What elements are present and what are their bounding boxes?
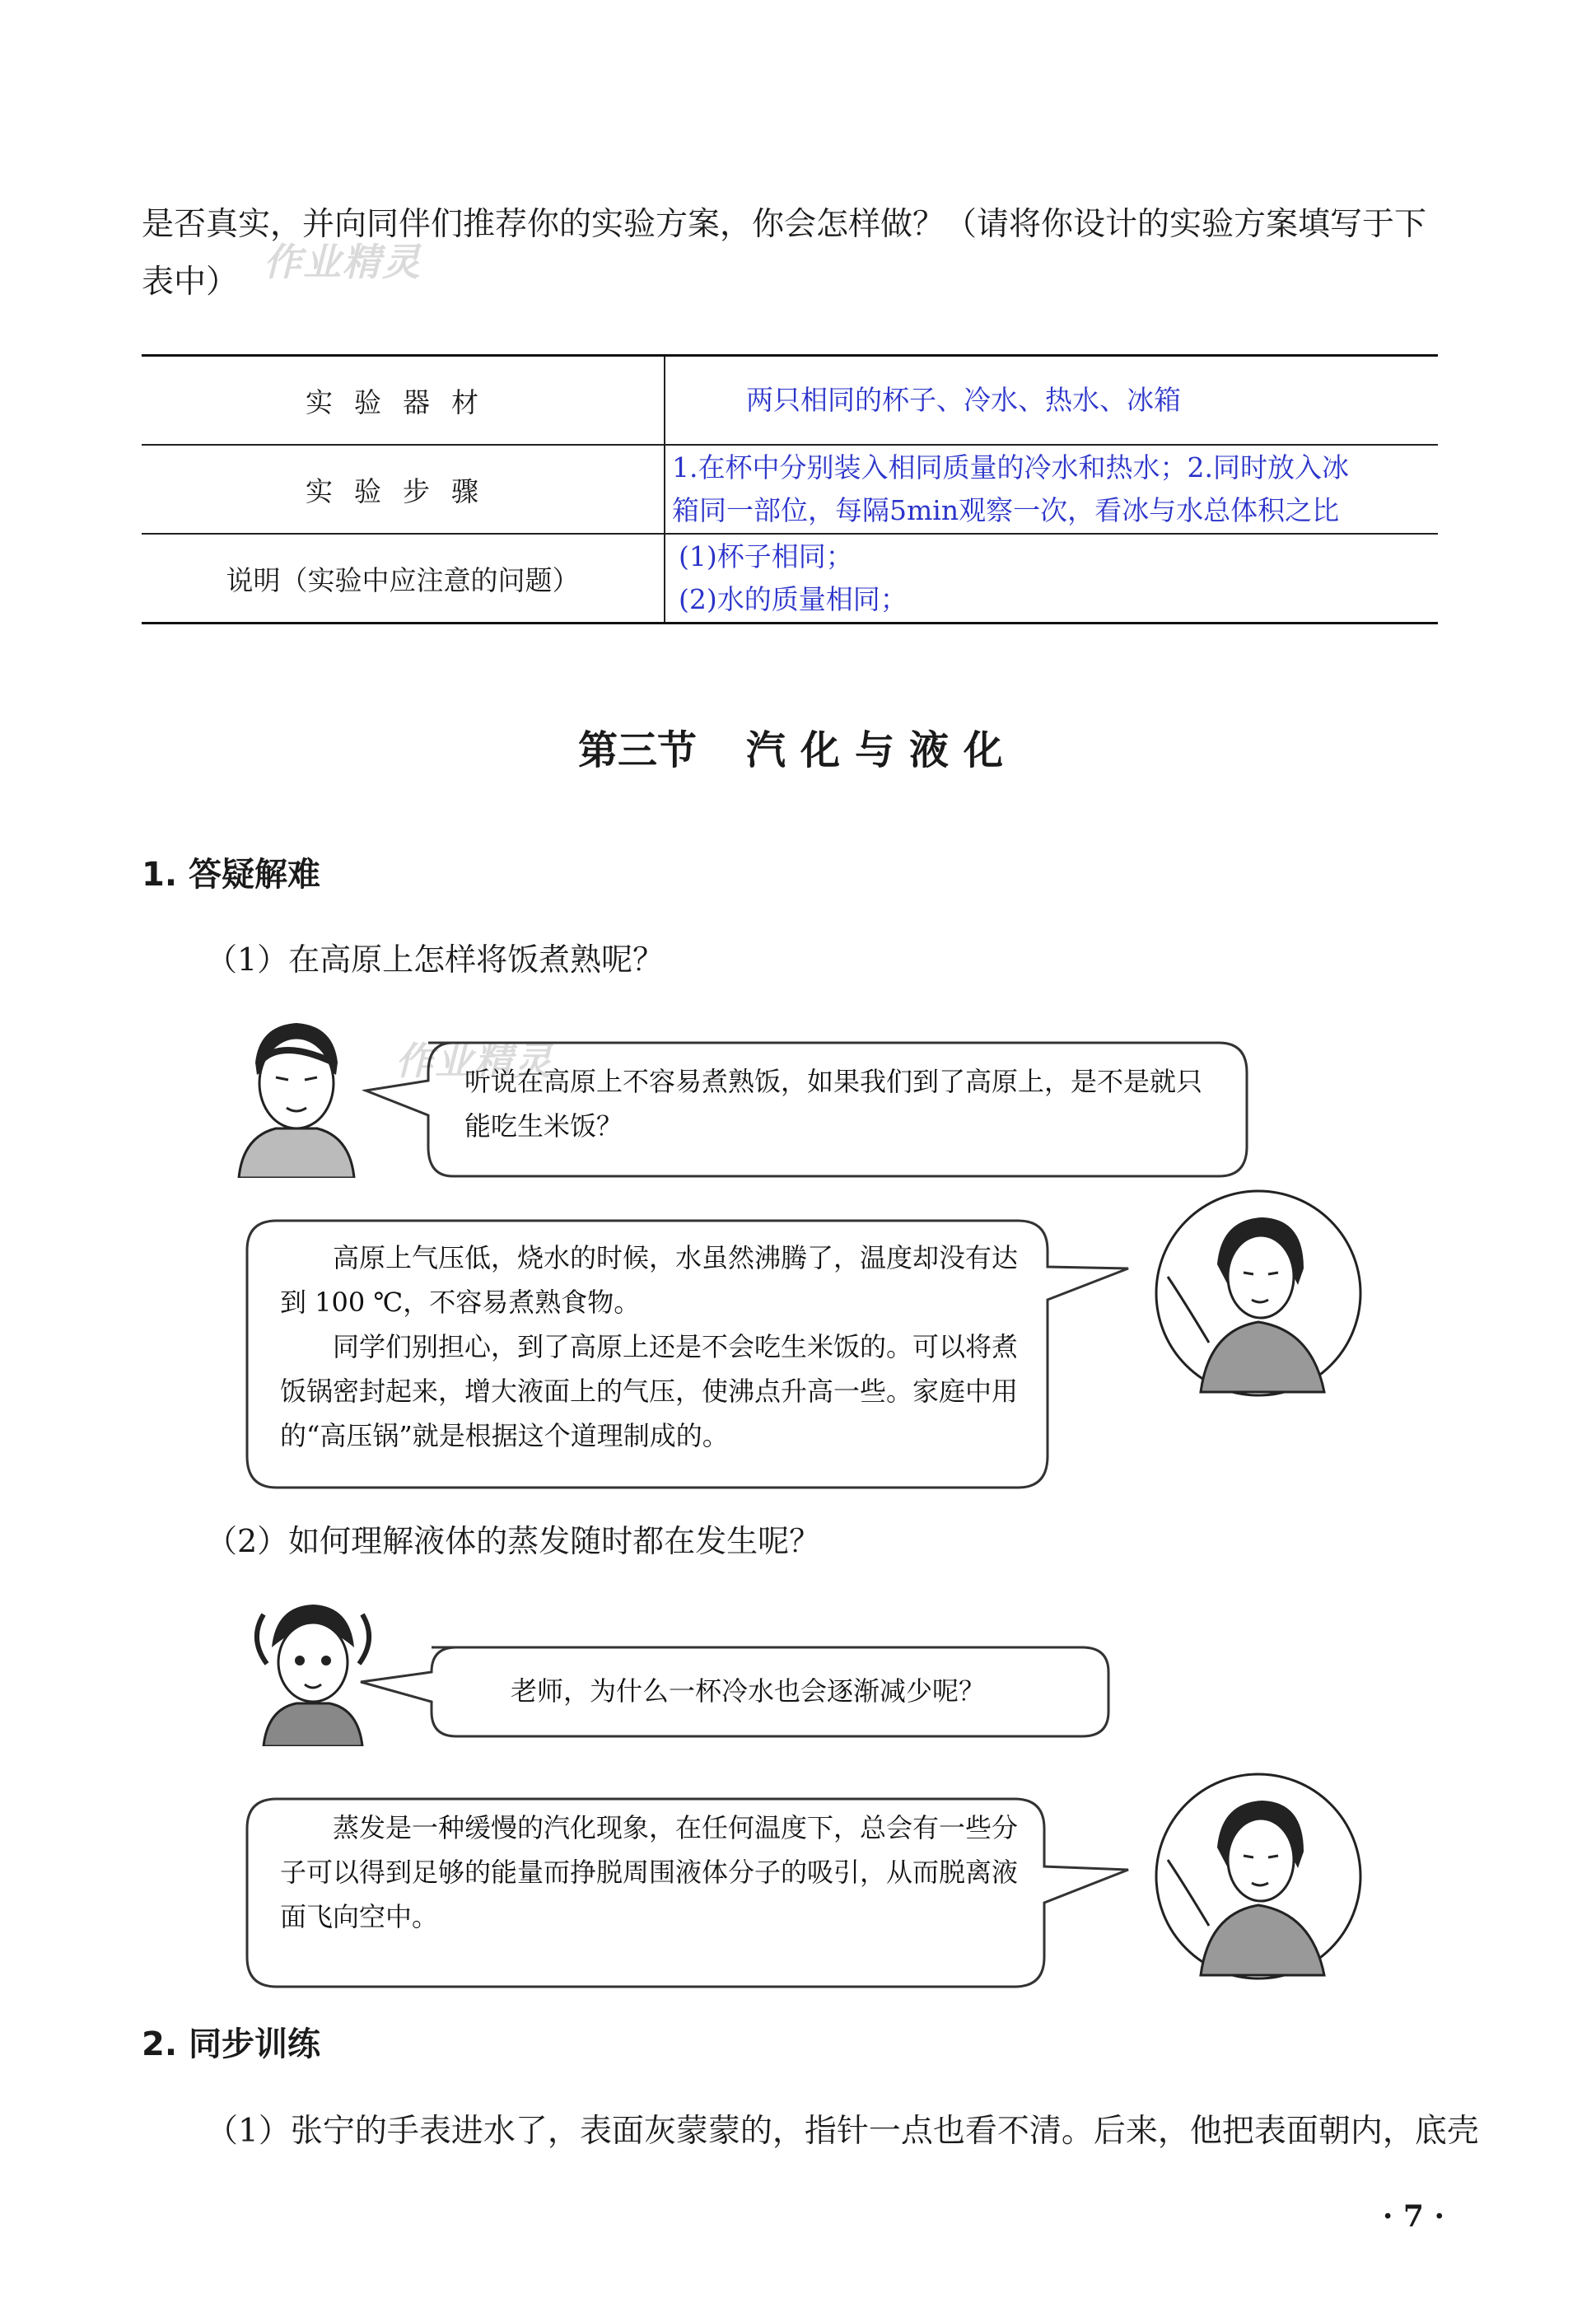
page-number: · 7 · xyxy=(1382,2199,1444,2234)
bubble-paragraph: 同学们别担心，到了高原上还是不会吃生米饭的。可以将煮饭锅密封起来，增大液面上的气压，使沸点升高一些。家庭中用的“高压锅”就是根据这个道理制成的。 xyxy=(280,1331,1019,1451)
teacher-speech-bubble-1 xyxy=(280,1236,1038,1458)
question-1: （1）在高原上怎样将饭煮熟呢？ xyxy=(206,941,665,978)
girl-speech-bubble: 老师，为什么一杯冷水也会逐渐减少呢？ xyxy=(511,1675,986,1707)
intro-line-2: 表中） xyxy=(142,264,239,301)
table-label: 实验步骤 xyxy=(142,445,665,534)
teacher-figure xyxy=(1151,1769,1365,1983)
part2-heading: 2. 同步训练 xyxy=(142,2025,320,2063)
part1-heading: 1. 答疑解难 xyxy=(142,856,320,894)
section-number: 第三节 xyxy=(577,727,697,773)
teacher-speech-bubble-2 xyxy=(280,1805,1038,1939)
question-2: （2）如何理解液体的蒸发随时都在发生呢？ xyxy=(206,1523,821,1559)
experiment-table xyxy=(142,354,1438,624)
watermark: 作业精灵 xyxy=(264,240,422,284)
table-label: 说明（实验中应注意的问题） xyxy=(142,534,665,624)
table-row xyxy=(142,445,1438,534)
bubble-paragraph: 高原上气压低，烧水的时候，水虽然沸腾了，温度却没有达到 100 ℃，不容易煮熟食物。 xyxy=(280,1242,1019,1318)
table-answer: (1)杯子相同； (2)水的质量相同； xyxy=(665,534,1438,624)
intro-line-1: 是否真实，并向同伴们推荐你的实验方案，你会怎样做？（请将你设计的实验方案填写于下 xyxy=(142,206,1427,243)
section-title xyxy=(0,718,1596,775)
section-name: 汽化与液化 xyxy=(746,727,1019,773)
table-answer: 两只相同的杯子、冷水、热水、冰箱 xyxy=(665,356,1438,446)
bubble-paragraph: 蒸发是一种缓慢的汽化现象，在任何温度下，总会有一些分子可以得到足够的能量而挣脱周围液体分子的吸引，从而脱离液面飞向空中。 xyxy=(280,1812,1019,1932)
watermark: 作业精灵 xyxy=(395,1039,553,1083)
boy-figure xyxy=(231,1013,362,1178)
table-row xyxy=(142,356,1438,446)
table-answer: 1.在杯中分别装入相同质量的冷水和热水；2.同时放入冰 箱同一部位，每隔5min观察一次，看冰与水总体积之比 xyxy=(665,445,1438,534)
table-label: 实验器材 xyxy=(142,356,665,446)
boy-speech-bubble: 听说在高原上不容易煮熟饭，如果我们到了高原上，是不是就只能吃生米饭？ xyxy=(464,1066,1203,1142)
table-row xyxy=(142,534,1438,624)
teacher-figure xyxy=(1151,1186,1365,1400)
exercise-1: （1）张宁的手表进水了，表面灰蒙蒙的，指针一点也看不清。后来，他把表面朝内，底壳 xyxy=(206,2113,1479,2150)
